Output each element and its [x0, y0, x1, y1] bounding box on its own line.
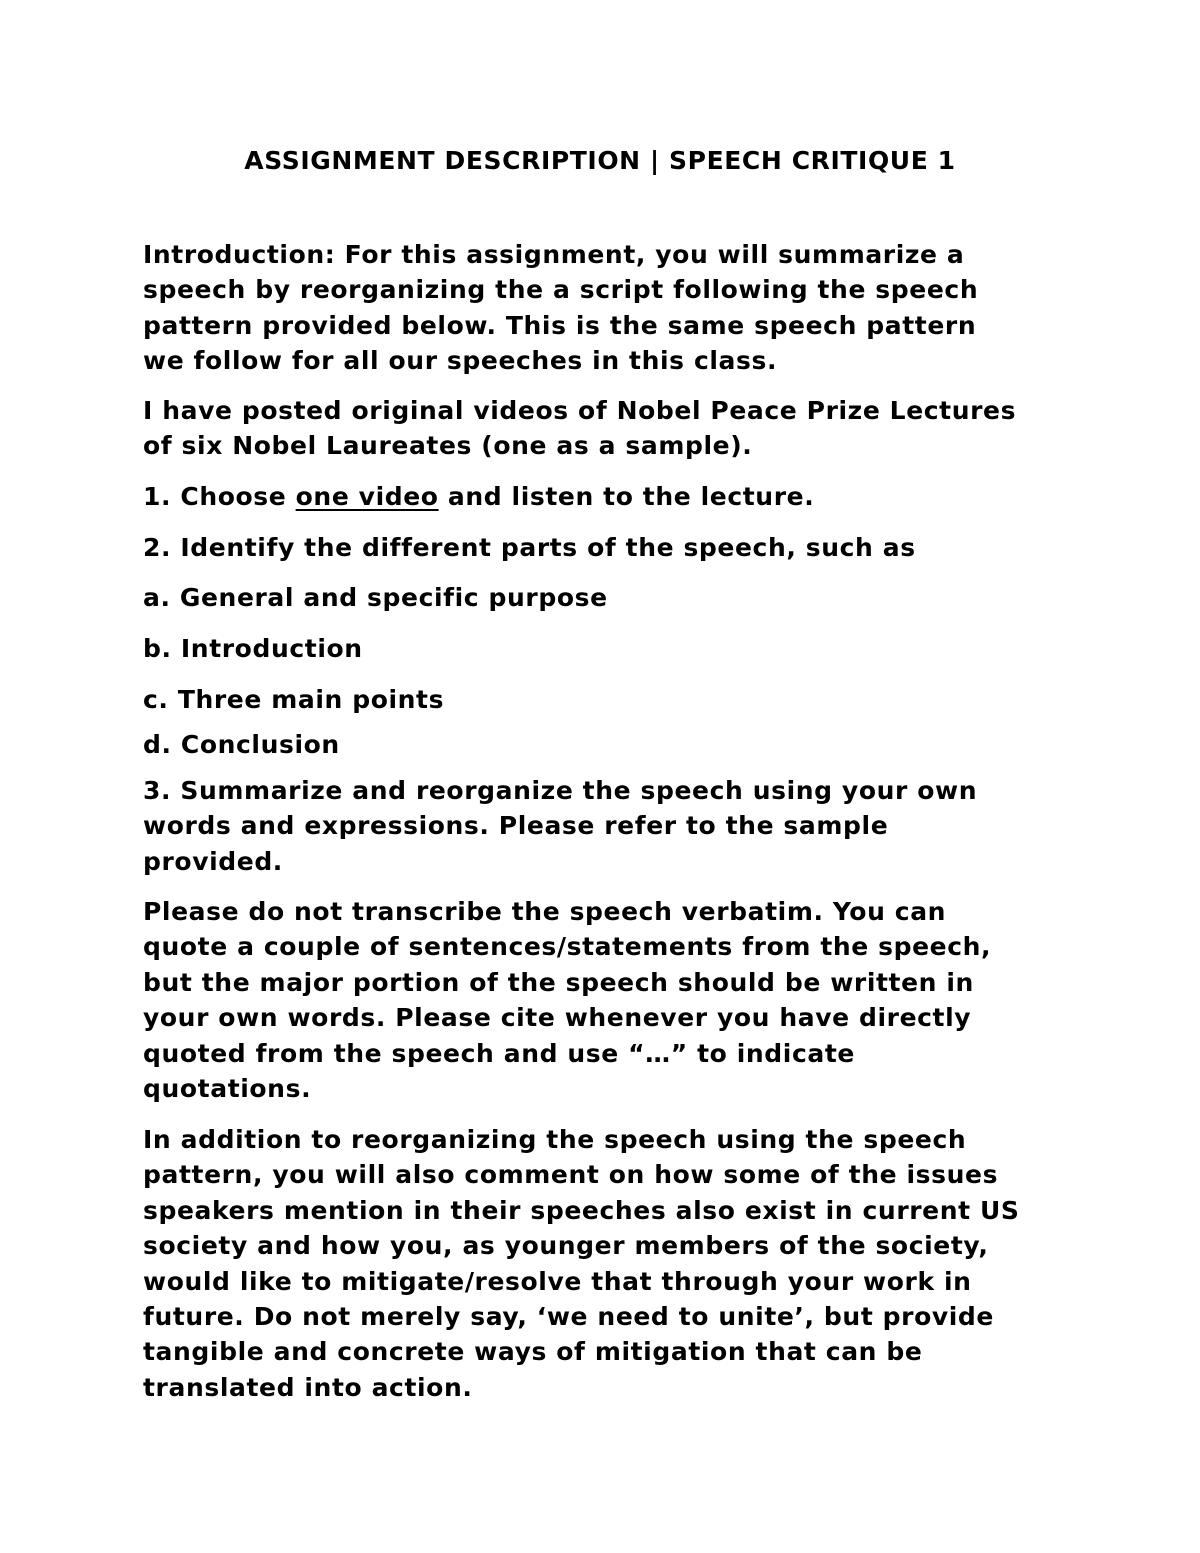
step-1-paragraph: [143, 479, 1093, 514]
verbatim-paragraph: [143, 894, 1093, 1106]
text-line: [143, 479, 1093, 514]
text-line: quoted from the speech and use “…” to indicate: [143, 1038, 855, 1068]
text-line: Introduction: For this assignment, you will summarize a: [143, 240, 965, 269]
text-line: but the major portion of the speech should be written in: [143, 967, 974, 997]
step-1-prefix: 1. Choose: [143, 482, 296, 511]
text-line: of six Nobel Laureates (one as a sample).: [143, 431, 753, 461]
step-2-item-a: [143, 580, 1093, 615]
text-line: I have posted original videos of Nobel Peace Prize Lectures: [143, 396, 1017, 425]
addition-paragraph: [143, 1122, 1093, 1405]
text-line: society and how you, as younger members of the society,: [143, 1231, 989, 1261]
text-line: b. Introduction: [143, 634, 363, 663]
text-line: 3. Summarize and reorganize the speech using your own: [143, 776, 978, 805]
text-line: a. General and specific purpose: [143, 583, 608, 612]
text-line: pattern provided below. This is the same speech pattern: [143, 310, 977, 340]
text-line: future. Do not merely say, ‘we need to unite’, but provide: [143, 1302, 994, 1332]
text-line: quote a couple of sentences/statements from the speech,: [143, 932, 992, 962]
text-line: In addition to reorganizing the speech using the speech: [143, 1125, 967, 1154]
text-line: would like to mitigate/resolve that through your work in: [143, 1266, 972, 1296]
text-line: speakers mention in their speeches also exist in current US: [143, 1195, 1020, 1225]
step-2-item-d: [143, 727, 1093, 762]
text-line: c. Three main points: [143, 685, 445, 714]
text-line: quotations.: [143, 1074, 312, 1104]
step-2-item-c: [143, 682, 1093, 717]
step-1-suffix: and listen to the lecture.: [438, 482, 815, 511]
one-video-underlined: one video: [295, 482, 439, 511]
step-2-paragraph: [143, 530, 1093, 565]
text-line: Please do not transcribe the speech verbatim. You can: [143, 897, 947, 926]
step-3-paragraph: [143, 773, 1093, 879]
text-line: pattern, you will also comment on how some of the issues: [143, 1160, 999, 1190]
text-line: speech by reorganizing the a script following the speech: [143, 275, 979, 305]
text-line: 2. Identify the different parts of the speech, such as: [143, 533, 916, 562]
posted-videos-paragraph: [143, 393, 1093, 464]
text-line: we follow for all our speeches in this class.: [143, 346, 778, 376]
text-line: d. Conclusion: [143, 730, 340, 759]
text-line: provided.: [143, 846, 283, 876]
document-title: ASSIGNMENT DESCRIPTION | SPEECH CRITIQUE 1: [244, 146, 956, 175]
text-line: translated into action.: [143, 1372, 473, 1402]
step-2-item-b: [143, 631, 1093, 666]
text-line: your own words. Please cite whenever you have directly: [143, 1003, 972, 1033]
text-line: words and expressions. Please refer to the sample: [143, 811, 889, 841]
text-line: tangible and concrete ways of mitigation that can be: [143, 1337, 923, 1367]
introduction-paragraph: [143, 237, 1093, 379]
